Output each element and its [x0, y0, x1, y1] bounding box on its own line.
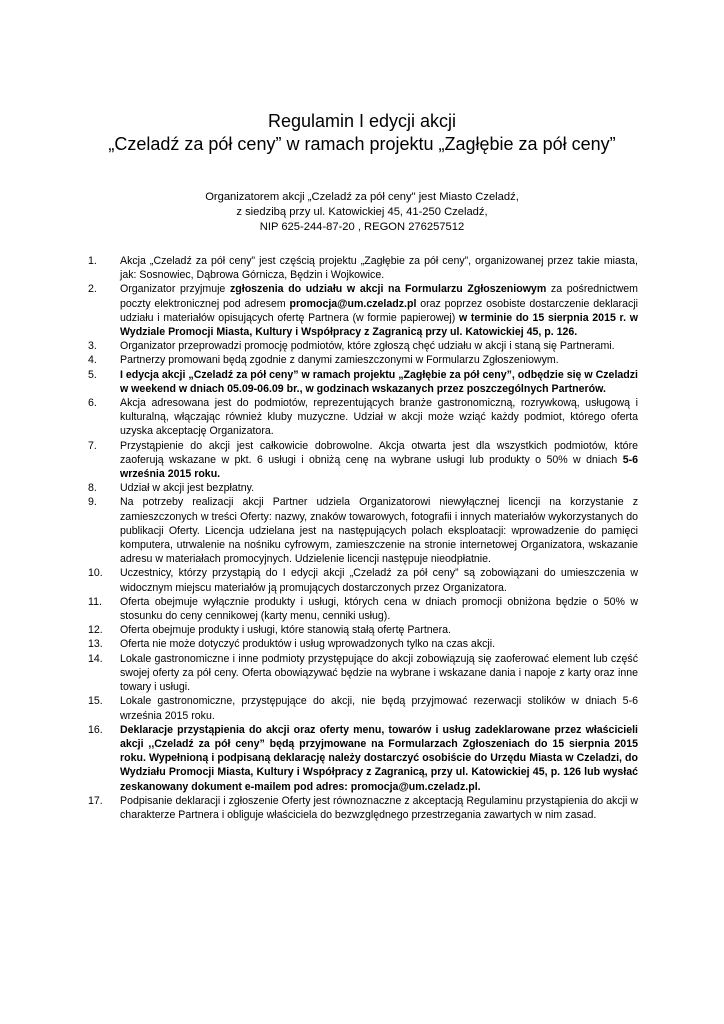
rule-item [88, 694, 638, 722]
rule-text: Organizator przeprowadzi promocję podmiotów, które zgłoszą chęć udziału w akcji i staną się Partnerami. [120, 340, 615, 353]
rule-item [88, 254, 638, 282]
rule-number: 16. [88, 723, 103, 736]
rule-text: Przystąpienie do akcji jest całkowicie dobrowolne. Akcja otwarta jest dla wszystkich podmiotów, które zaoferują wskazane w pkt. 6 usługi i obniżą cenę na wybrane usługi lub produkty o 50% w dniach [120, 439, 638, 466]
rule-number: 2. [88, 283, 97, 296]
rule-item [88, 652, 638, 695]
rule-number: 11. [88, 595, 102, 608]
rule-number: 17. [88, 794, 103, 807]
rule-text: Lokale gastronomiczne i inne podmioty przystępujące do akcji zobowiązują się zaoferować element lub część swojej oferty za pół ceny. Oferta obowiązywać będzie na wybrane i wskazane dania i napoje z karty oraz inne towary i usługi. [120, 652, 638, 694]
rule-item [88, 353, 638, 367]
rule-text-bold: zgłoszenia do udziału w akcji na Formularzu Zgłoszeniowym [229, 283, 547, 296]
rule-text: Organizator przyjmuje [120, 283, 230, 296]
rule-text: Udział w akcji jest bezpłatny. [120, 482, 255, 495]
rule-text: Uczestnicy, którzy przystąpią do I edycji akcji „Czeladź za pół ceny” są zobowiązani do umieszczenia w widocznym miejscu materiałów ją promujących dostarczonych przez Organizatora. [120, 567, 638, 594]
rule-item [88, 566, 638, 594]
rule-number: 6. [88, 397, 97, 410]
rule-text-bold: 5-6 września 2015 roku. [120, 453, 638, 481]
rules-list [88, 254, 638, 822]
rule-number: 14. [88, 652, 103, 665]
rule-text: Akcja „Czeladź za pół ceny” jest częścią projektu „Zagłębie za pół ceny”, organizowanej przez takie miasta, jak: Sosnowiec, Dąbrowa Górnicza, Będzin i Wojkowice. [120, 255, 638, 282]
rule-item [88, 439, 638, 482]
rule-number: 1. [88, 255, 97, 267]
rule-text-bold: I edycja akcji „Czeladź za pół ceny” w ramach projektu „Zagłębie za pół ceny”, odbędzie się w Czeladzi w weekend w dniach 05.09-06.09 br., w godzinach wskazanych przez poszczególnych Partnerów. [120, 368, 638, 395]
rule-number: 3. [88, 340, 97, 353]
rule-text: Oferta nie może dotyczyć produktów i usług wprowadzonych tylko na czas akcji. [120, 638, 496, 651]
organizer-line-1: Organizatorem akcji „Czeladź za pół ceny" jest Miasto Czeladź, [205, 191, 519, 203]
title-line-2: „Czeladź za pół ceny” w ramach projektu „Zagłębie za pół ceny” [108, 134, 616, 154]
rule-text: Oferta obejmuje produkty i usługi, które stanowią stałą ofertę Partnera. [120, 624, 451, 637]
rule-text-bold: promocja@um.czeladz.pl [289, 297, 417, 310]
organizer-info [0, 190, 724, 235]
rule-number: 13. [88, 638, 103, 651]
rule-number: 4. [88, 354, 97, 367]
rule-item [88, 794, 638, 822]
rule-text: Lokale gastronomiczne, przystępujące do akcji, nie będą przyjmować rezerwacji stolików w dniach 5-6 września 2015 roku. [120, 695, 638, 722]
title-line-1: Regulamin I edycji akcji [267, 111, 457, 131]
rule-number: 7. [88, 439, 97, 452]
rule-text: Partnerzy promowani będą zgodnie z danymi zamieszczonymi w Formularzu Zgłoszeniowym. [120, 354, 559, 367]
rule-item [88, 396, 638, 439]
rule-item [88, 495, 638, 566]
rule-item [88, 282, 638, 339]
rule-text: Oferta obejmuje wyłącznie produkty i usługi, których cena w dniach promocji obniżona będzie o 50% w stosunku do ceny cennikowej (karty menu, cenniki usług). [120, 595, 638, 623]
organizer-line-2: z siedzibą przy ul. Katowickiej 45, 41-250 Czeladź, [236, 206, 488, 218]
rule-number: 8. [88, 482, 97, 495]
rule-text: Podpisanie deklaracji i zgłoszenie Oferty jest równoznaczne z akceptacją Regulaminu przystąpienia do akcji w charakterze Partnera i obliguje właściciela do bezwzględnego przestrzegania zawartych w nim zasad. [120, 794, 638, 821]
rule-number: 9. [88, 496, 97, 509]
rule-item [88, 339, 638, 353]
rule-number: 5. [88, 368, 97, 381]
rule-text: za pośrednictwem poczty elektronicznej pod adresem [120, 283, 638, 310]
rule-text-bold: w terminie do 15 sierpnia 2015 r. w Wydziale Promocji Miasta, Kultury i Współpracy z Zagranicą przy ul. Katowickiej 45, p. 126. [120, 311, 638, 339]
rule-item [88, 481, 638, 495]
rule-item [88, 623, 638, 637]
document-title [0, 110, 724, 156]
rule-text: oraz poprzez osobiste dostarczenie deklaracji udziału i materiałów opisujących ofertę Partnera (w formie papierowej) [120, 297, 638, 324]
rule-number: 12. [88, 624, 103, 637]
rule-item [88, 637, 638, 651]
organizer-line-3: NIP 625-244-87-20 , REGON 276257512 [259, 221, 465, 233]
rule-number: 10. [88, 567, 103, 580]
rule-text: Akcja adresowana jest do podmiotów, reprezentujących branże gastronomiczną, rozrywkową, usługową i kulturalną, włączając również kluby muzyczne. Udział w akcji może wziąć każdy podmiot, którego oferta uzyska akceptację Organizatora. [120, 397, 638, 438]
rule-item [88, 723, 638, 794]
rule-number: 15. [88, 695, 103, 708]
rule-text: Na potrzeby realizacji akcji Partner udziela Organizatorowi niewyłącznej licencji na korzystanie z zamieszczonych w treści Oferty: nazwy, znaków towarowych, fotografii i innych materiałów wykorzystanych do publikacji Oferty. Licencja udzielana jest na następujących polach eksploatacji: wprowadzenie do pamięci komputera, utrwalenie na nośniku cyfrowym, zamieszczenie na stronie internetowej Organizatora, wskazanie adresu w materiałach promocyjnych. Udzielenie licencji następuje nieodpłatnie. [120, 496, 638, 566]
rule-item [88, 595, 638, 623]
rule-text-bold: Deklaracje przystąpienia do akcji oraz oferty menu, towarów i usług zadeklarowane przez właścicieli akcji ,,Czeladź za pół ceny” będą przyjmowane na Formularzach Zgłoszeniach do 15 sierpnia 2015 roku. Wypełnioną i podpisaną deklarację należy dostarczyć osobiście do Urzędu Miasta w Czeladzi, do Wydziału Promocji Miasta, Kultury i Współpracy z Zagranicą, przy ul. Katowickiej 45, p. 126 lub wysłać zeskanowany dokument e-mailem pod adres: promocja@um.czeladz.pl. [120, 723, 638, 793]
rule-item [88, 368, 638, 396]
